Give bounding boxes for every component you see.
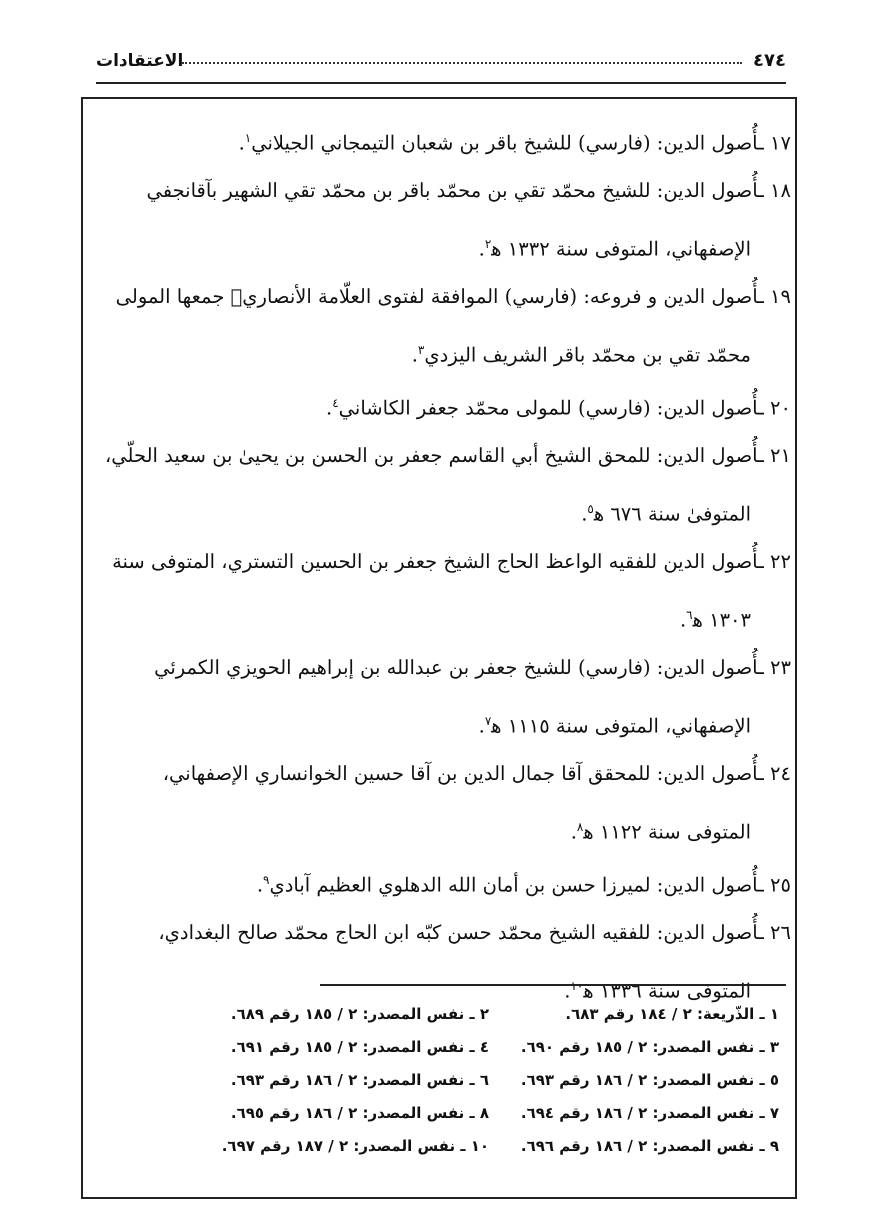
entry-text: ٢٢ ـأُصول الدين للفقيه الواعظ الحاج الشيخ جعفر بن الحسين التستري، المتوفى سنة bbox=[112, 550, 791, 573]
page-number: ٤٧٤ bbox=[753, 50, 786, 71]
entry-line: ١٧ ـأُصول الدين: (فارسي) للشيخ باقر بن شعبان التيمجاني الجيلاني$^١$. bbox=[238, 131, 791, 155]
footnote: ٥ ـ نفس المصدر: ٢ / ١٨٦ رقم ٦٩٣. bbox=[520, 1071, 779, 1089]
entry-text: ٢٠ ـأُصول الدين: (فارسي) للمولى محمّد جعفر الكاشاني bbox=[338, 396, 791, 420]
footnote: ٤ ـ نفس المصدر: ٢ / ١٨٥ رقم ٦٩١. bbox=[230, 1038, 489, 1056]
entry-text: ١٣٠٣ ﻫ bbox=[692, 608, 751, 632]
running-title: الاعتقادات bbox=[96, 51, 184, 71]
entry-line bbox=[91, 436, 791, 489]
entry-text: الإصفهاني، المتوفى سنة ١١١٥ ﻫ bbox=[491, 714, 751, 738]
entry-item bbox=[91, 648, 791, 754]
entry-item bbox=[91, 860, 791, 913]
entry-line bbox=[91, 754, 791, 807]
footnote-marker: ٤ bbox=[332, 396, 339, 410]
footnote: ٧ ـ نفس المصدر: ٢ / ١٨٦ رقم ٦٩٤. bbox=[520, 1104, 779, 1122]
entry-line: المتوفى سنة ١٣٣٦ ﻫ$^{١٠}$. bbox=[564, 979, 751, 1003]
footnote: ٩ ـ نفس المصدر: ٢ / ١٨٦ رقم ٦٩٦. bbox=[520, 1137, 779, 1155]
entry-text: ١٧ ـأُصول الدين: (فارسي) للشيخ باقر بن شعبان التيمجاني الجيلاني bbox=[251, 131, 791, 155]
entry-item bbox=[91, 277, 791, 383]
entry-list bbox=[91, 118, 791, 1019]
entry-text: المتوفى سنة ١١٢٢ ﻫ bbox=[583, 820, 751, 844]
entry-text: محمّد تقي بن محمّد باقر الشريف اليزدي bbox=[424, 343, 751, 367]
entry-text: المتوفى سنة ١٣٣٦ ﻫ bbox=[583, 979, 751, 1003]
entry-text: الإصفهاني، المتوفى سنة ١٣٣٢ ﻫ bbox=[491, 237, 751, 261]
entry-line: ١٣٠٣ ﻫ$^٦$. bbox=[679, 608, 751, 632]
footnote: ٦ ـ نفس المصدر: ٢ / ١٨٦ رقم ٦٩٣. bbox=[230, 1071, 489, 1089]
footnote-marker: ٩ bbox=[263, 873, 270, 887]
footnote-marker: ١٠ bbox=[570, 979, 584, 993]
entry-line: الإصفهاني، المتوفى سنة ١٣٣٢ ﻫ$^٢$. bbox=[478, 237, 751, 261]
entry-line: المتوفىٰ سنة ٦٧٦ ﻫ$^٥$. bbox=[581, 502, 751, 526]
footnote-marker: ٧ bbox=[484, 714, 492, 728]
footnote-marker: ٦ bbox=[686, 608, 693, 622]
entry-text: ٢٥ ـأُصول الدين: لميرزا حسن بن أمان الله الدهلوي العظيم آبادي bbox=[269, 873, 791, 897]
footnote: ٣ ـ نفس المصدر: ٢ / ١٨٥ رقم ٦٩٠. bbox=[520, 1038, 779, 1056]
footnote-marker: ٢ bbox=[484, 237, 492, 251]
footnote: ٢ ـ نفس المصدر: ٢ / ١٨٥ رقم ٦٨٩. bbox=[230, 1005, 489, 1023]
entry-line: ٢٥ ـأُصول الدين: لميرزا حسن بن أمان الله الدهلوي العظيم آبادي$^٩$. bbox=[256, 873, 791, 897]
entry-text: ٢٦ ـأُصول الدين: للفقيه الشيخ محمّد حسن كبّه ابن الحاج محمّد صالح البغدادي، bbox=[158, 921, 791, 944]
entry-line: المتوفى سنة ١١٢٢ ﻫ$^٨$. bbox=[570, 820, 751, 844]
footnote-marker: ٣ bbox=[417, 343, 425, 357]
entry-line bbox=[91, 913, 791, 966]
footnote: ٨ ـ نفس المصدر: ٢ / ١٨٦ رقم ٦٩٥. bbox=[230, 1104, 489, 1122]
entry-line: ٢٠ ـأُصول الدين: (فارسي) للمولى محمّد جعفر الكاشاني$^٤$. bbox=[326, 396, 791, 420]
entry-line bbox=[91, 171, 791, 224]
running-header bbox=[96, 50, 786, 74]
footnote-row bbox=[199, 1033, 779, 1066]
entry-text: ٢٣ ـأُصول الدين: (فارسي) للشيخ جعفر بن عبدالله بن إبراهيم الحويزي الكمرئي bbox=[154, 656, 791, 679]
footnote: ١ ـ الذّريعة: ٢ / ١٨٤ رقم ٦٨٣. bbox=[565, 1005, 779, 1023]
entry-item bbox=[91, 542, 791, 648]
entry-text: ١٨ ـأُصول الدين: للشيخ محمّد تقي بن محمّد باقر بن محمّد تقي الشهير بآقانجفي bbox=[146, 179, 791, 202]
footnote-marker: ٨ bbox=[576, 820, 584, 834]
entry-text: ١٩ ـأُصول الدين و فروعه: (فارسي) الموافقة لفتوى العلّامة الأنصاري﷬ جمعها المولى bbox=[115, 285, 791, 308]
entry-line bbox=[91, 542, 791, 595]
footnote-row bbox=[199, 1132, 779, 1165]
footnotes bbox=[199, 1000, 779, 1165]
header-rule bbox=[96, 82, 786, 84]
footnote-rule bbox=[320, 984, 786, 986]
footnote-marker: ٥ bbox=[587, 502, 594, 516]
header-dot-leader bbox=[182, 62, 742, 64]
footnote: ١٠ ـ نفس المصدر: ٢ / ١٨٧ رقم ٦٩٧. bbox=[221, 1137, 489, 1155]
entry-line: الإصفهاني، المتوفى سنة ١١١٥ ﻫ$^٧$. bbox=[478, 714, 751, 738]
entry-item bbox=[91, 383, 791, 436]
entry-text: المتوفىٰ سنة ٦٧٦ ﻫ bbox=[593, 502, 751, 526]
entry-text: ٢٤ ـأُصول الدين: للمحقق آقا جمال الدين بن آقا حسين الخوانساري الإصفهاني، bbox=[162, 762, 791, 785]
entry-line: محمّد تقي بن محمّد باقر الشريف اليزدي$^٣$. bbox=[411, 343, 751, 367]
entry-item bbox=[91, 171, 791, 277]
entry-line bbox=[91, 277, 791, 330]
entry-item bbox=[91, 754, 791, 860]
entry-line bbox=[91, 648, 791, 701]
entry-text: ٢١ ـأُصول الدين: للمحق الشيخ أبي القاسم جعفر بن الحسن بن يحيىٰ بن سعيد الحلّي، bbox=[104, 444, 791, 467]
footnote-row bbox=[199, 1000, 779, 1033]
footnote-row bbox=[199, 1066, 779, 1099]
footnote-marker: ١ bbox=[244, 131, 252, 145]
footnote-row bbox=[199, 1099, 779, 1132]
entry-item bbox=[91, 118, 791, 171]
entry-item bbox=[91, 436, 791, 542]
